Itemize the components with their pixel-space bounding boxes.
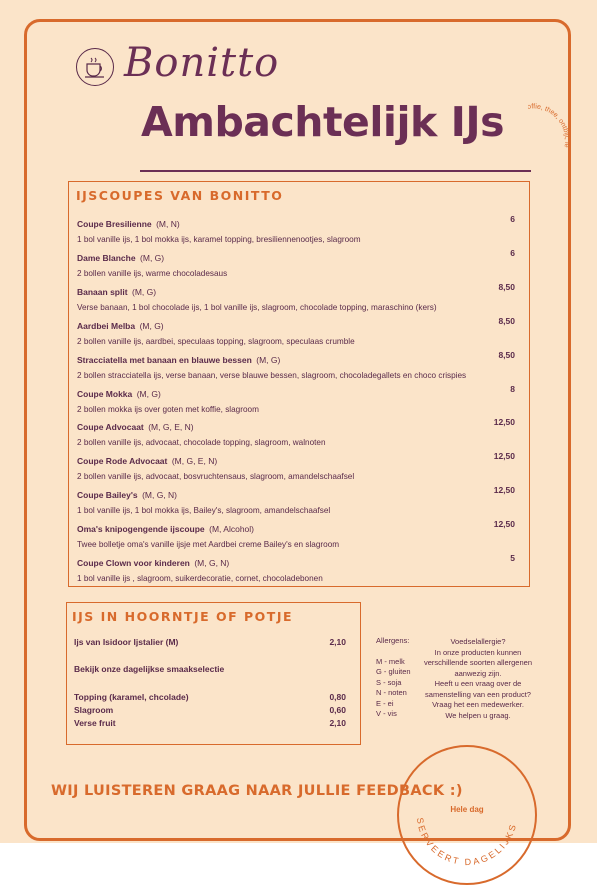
coupe-name: Dame Blanche (77, 252, 136, 263)
coupe-item (77, 248, 523, 278)
daily-stamp (397, 745, 537, 885)
coupe-description: Verse banaan, 1 bol chocolade ijs, 1 bol vanille ijs, slagroom, chocolade topping, maraschino (kers) (77, 302, 437, 312)
coupe-allergens: (M, G) (132, 286, 157, 297)
coupe-item (77, 553, 523, 583)
coupe-description: 1 bol vanille ijs, 1 bol mokka ijs, karamel topping, bresiliennenootjes, slagroom (77, 235, 361, 244)
row-price: 0,80 (329, 692, 346, 702)
coupe-name: Coupe Bresilienne (77, 219, 152, 229)
coupe-price: 6 (510, 247, 515, 258)
coupe-allergens: (M, G, E, N) (148, 422, 194, 433)
coupe-description: 1 bol vanille ijs, 1 bol mokka ijs, Bailey's, slagroom, amandelschaafsel (77, 506, 331, 516)
smaakselectie-text: Bekijk onze dagelijkse smaakselectie (74, 664, 225, 674)
coupe-price: 6 (510, 214, 515, 224)
coupe-name: Coupe Rode Advocaat (77, 456, 168, 467)
allergen-item: E - ei (376, 698, 394, 708)
coupe-price: 5 (510, 553, 515, 563)
coupe-item (77, 485, 523, 515)
menu-row-slagroom (74, 705, 346, 715)
coupe-description: 2 bollen vanille ijs, advocaat, chocolade topping, slagroom, walnoten (77, 438, 326, 448)
coupe-description: 2 bollen stracciatella ijs, verse banaan, verse blauwe bessen, slagroom, chocoladegallets en choco crispies (77, 370, 467, 380)
coupe-item (77, 214, 523, 244)
row-label: Topping (karamel, chcolade) (74, 692, 189, 702)
coupe-allergens: (M, G, N) (142, 490, 178, 501)
coupe-name: Coupe Bailey's (77, 490, 138, 501)
coupe-name: Stracciatella met banaan en blauwe bessen (77, 354, 252, 365)
coupe-description: 2 bollen vanille ijs, aardbei, speculaas topping, slagroom, speculaas crumble (77, 336, 355, 346)
row-price: 0,60 (329, 705, 346, 715)
coupes-heading: IJSCOUPES VAN BONITTO (76, 188, 284, 203)
coupe-description: 2 bollen mokka ijs over goten met koffie, slagroom (77, 404, 259, 414)
coupe-price: 12,50 (493, 451, 515, 462)
cone-cup-section (66, 602, 361, 745)
coupe-name: Oma's knipogengende ijscoupe (77, 524, 205, 535)
title-divider (140, 170, 531, 172)
note-line: verschillende soorten allergenen (424, 658, 532, 667)
coupe-description: 2 bollen vanille ijs, advocaat, bosvruchtensaus, slagroom, amandelschaafsel (77, 472, 355, 482)
note-line: samenstelling van een product? (425, 689, 531, 699)
menu-row-verse-fruit (74, 718, 346, 728)
note-line: Vraag het een medewerker. (432, 700, 524, 709)
row-label: Verse fruit (74, 718, 116, 728)
allergen-item: V - vis (376, 709, 397, 718)
coupe-description: 1 bol vanille ijs , slagroom, suikerdecoratie, cornet, chocoladebonen (77, 574, 323, 583)
coffee-cup-logo-icon (76, 48, 114, 86)
stamp-label: Hele dag (450, 805, 484, 814)
row-price: 2,10 (329, 718, 346, 728)
menu-row-isidoor (74, 637, 346, 647)
coupe-name: Coupe Advocaat (77, 422, 144, 433)
row-label: Ijs van Isidoor Ijstalier (M) (74, 637, 179, 647)
svg-text:SERVEERT DAGELIJKS (415, 817, 518, 867)
coupe-allergens: (M, Alcohol) (209, 524, 254, 535)
tagline-text: Koffie, thee, ontbijt, lekkers... (528, 103, 571, 149)
row-label: Slagroom (74, 705, 114, 715)
coupe-allergens: (M, G, N) (194, 558, 230, 568)
coupes-section (68, 181, 530, 587)
coupe-price: 12,50 (493, 519, 515, 530)
coupe-price: 8,50 (498, 281, 515, 292)
allergen-item: M - melk (376, 656, 405, 666)
coupe-price: 12,50 (493, 485, 515, 496)
allergen-heading: Allergens: (376, 636, 410, 645)
coupe-allergens: (M, G) (140, 252, 165, 263)
menu-row-topping (74, 692, 346, 702)
feedback-banner: WIJ LUISTEREN GRAAG NAAR JULLIE FEEDBACK :) (51, 783, 463, 799)
coupe-price: 8,50 (498, 315, 515, 326)
note-line: In onze producten kunnen (434, 647, 522, 657)
coupe-description: 2 bollen vanille ijs, warme chocoladesaus (77, 268, 228, 278)
coupe-item (77, 519, 523, 549)
allergen-item: N - noten (376, 688, 407, 697)
brand-logo-text: Bonitto (124, 40, 280, 86)
coupe-item (77, 451, 523, 481)
note-line: aanwezig zijn. (454, 668, 502, 678)
svg-text:Koffie, thee, ontbijt, lekkers (528, 83, 579, 150)
cone-heading: IJS IN HOORNTJE OF POTJE (72, 609, 294, 624)
allergy-note (398, 637, 558, 721)
coupe-name: Banaan split (77, 286, 128, 297)
note-line: We helpen u graag. (445, 710, 511, 720)
note-line: Voedselallergie? (450, 637, 506, 646)
coupe-price: 12,50 (493, 417, 515, 428)
coupe-item (77, 417, 523, 447)
coupe-allergens: (M, G) (139, 320, 164, 331)
coupe-description: Twee bolletje oma's vanille ijsje met Aardbei creme Bailey's en slagroom (77, 540, 340, 550)
coupe-name: Coupe Clown voor kinderen (77, 558, 190, 568)
tagline-arc (528, 80, 588, 149)
coupe-allergens: (M, N) (156, 219, 180, 229)
page-title: Ambachtelijk IJs (141, 98, 504, 146)
coupe-item (77, 384, 523, 414)
coupe-name: Aardbei Melba (77, 320, 136, 331)
coupe-item (77, 282, 523, 312)
coupe-allergens: (M, G, E, N) (171, 456, 218, 467)
coupe-item (77, 316, 523, 346)
coupe-allergens: (M, G) (256, 354, 281, 365)
coupe-name: Coupe Mokka (77, 388, 133, 399)
note-line: Heeft u een vraag over de (434, 679, 522, 688)
allergen-item: G - gluiten (376, 667, 411, 676)
coupe-item (77, 350, 523, 380)
stamp-arc-text: SERVEERT DAGELIJKS (414, 816, 519, 868)
coupe-allergens: (M, G) (136, 388, 161, 399)
row-price: 2,10 (329, 637, 346, 647)
coupe-price: 8 (510, 383, 515, 394)
allergen-item: S - soja (376, 677, 402, 687)
coupe-price: 8,50 (498, 349, 515, 360)
